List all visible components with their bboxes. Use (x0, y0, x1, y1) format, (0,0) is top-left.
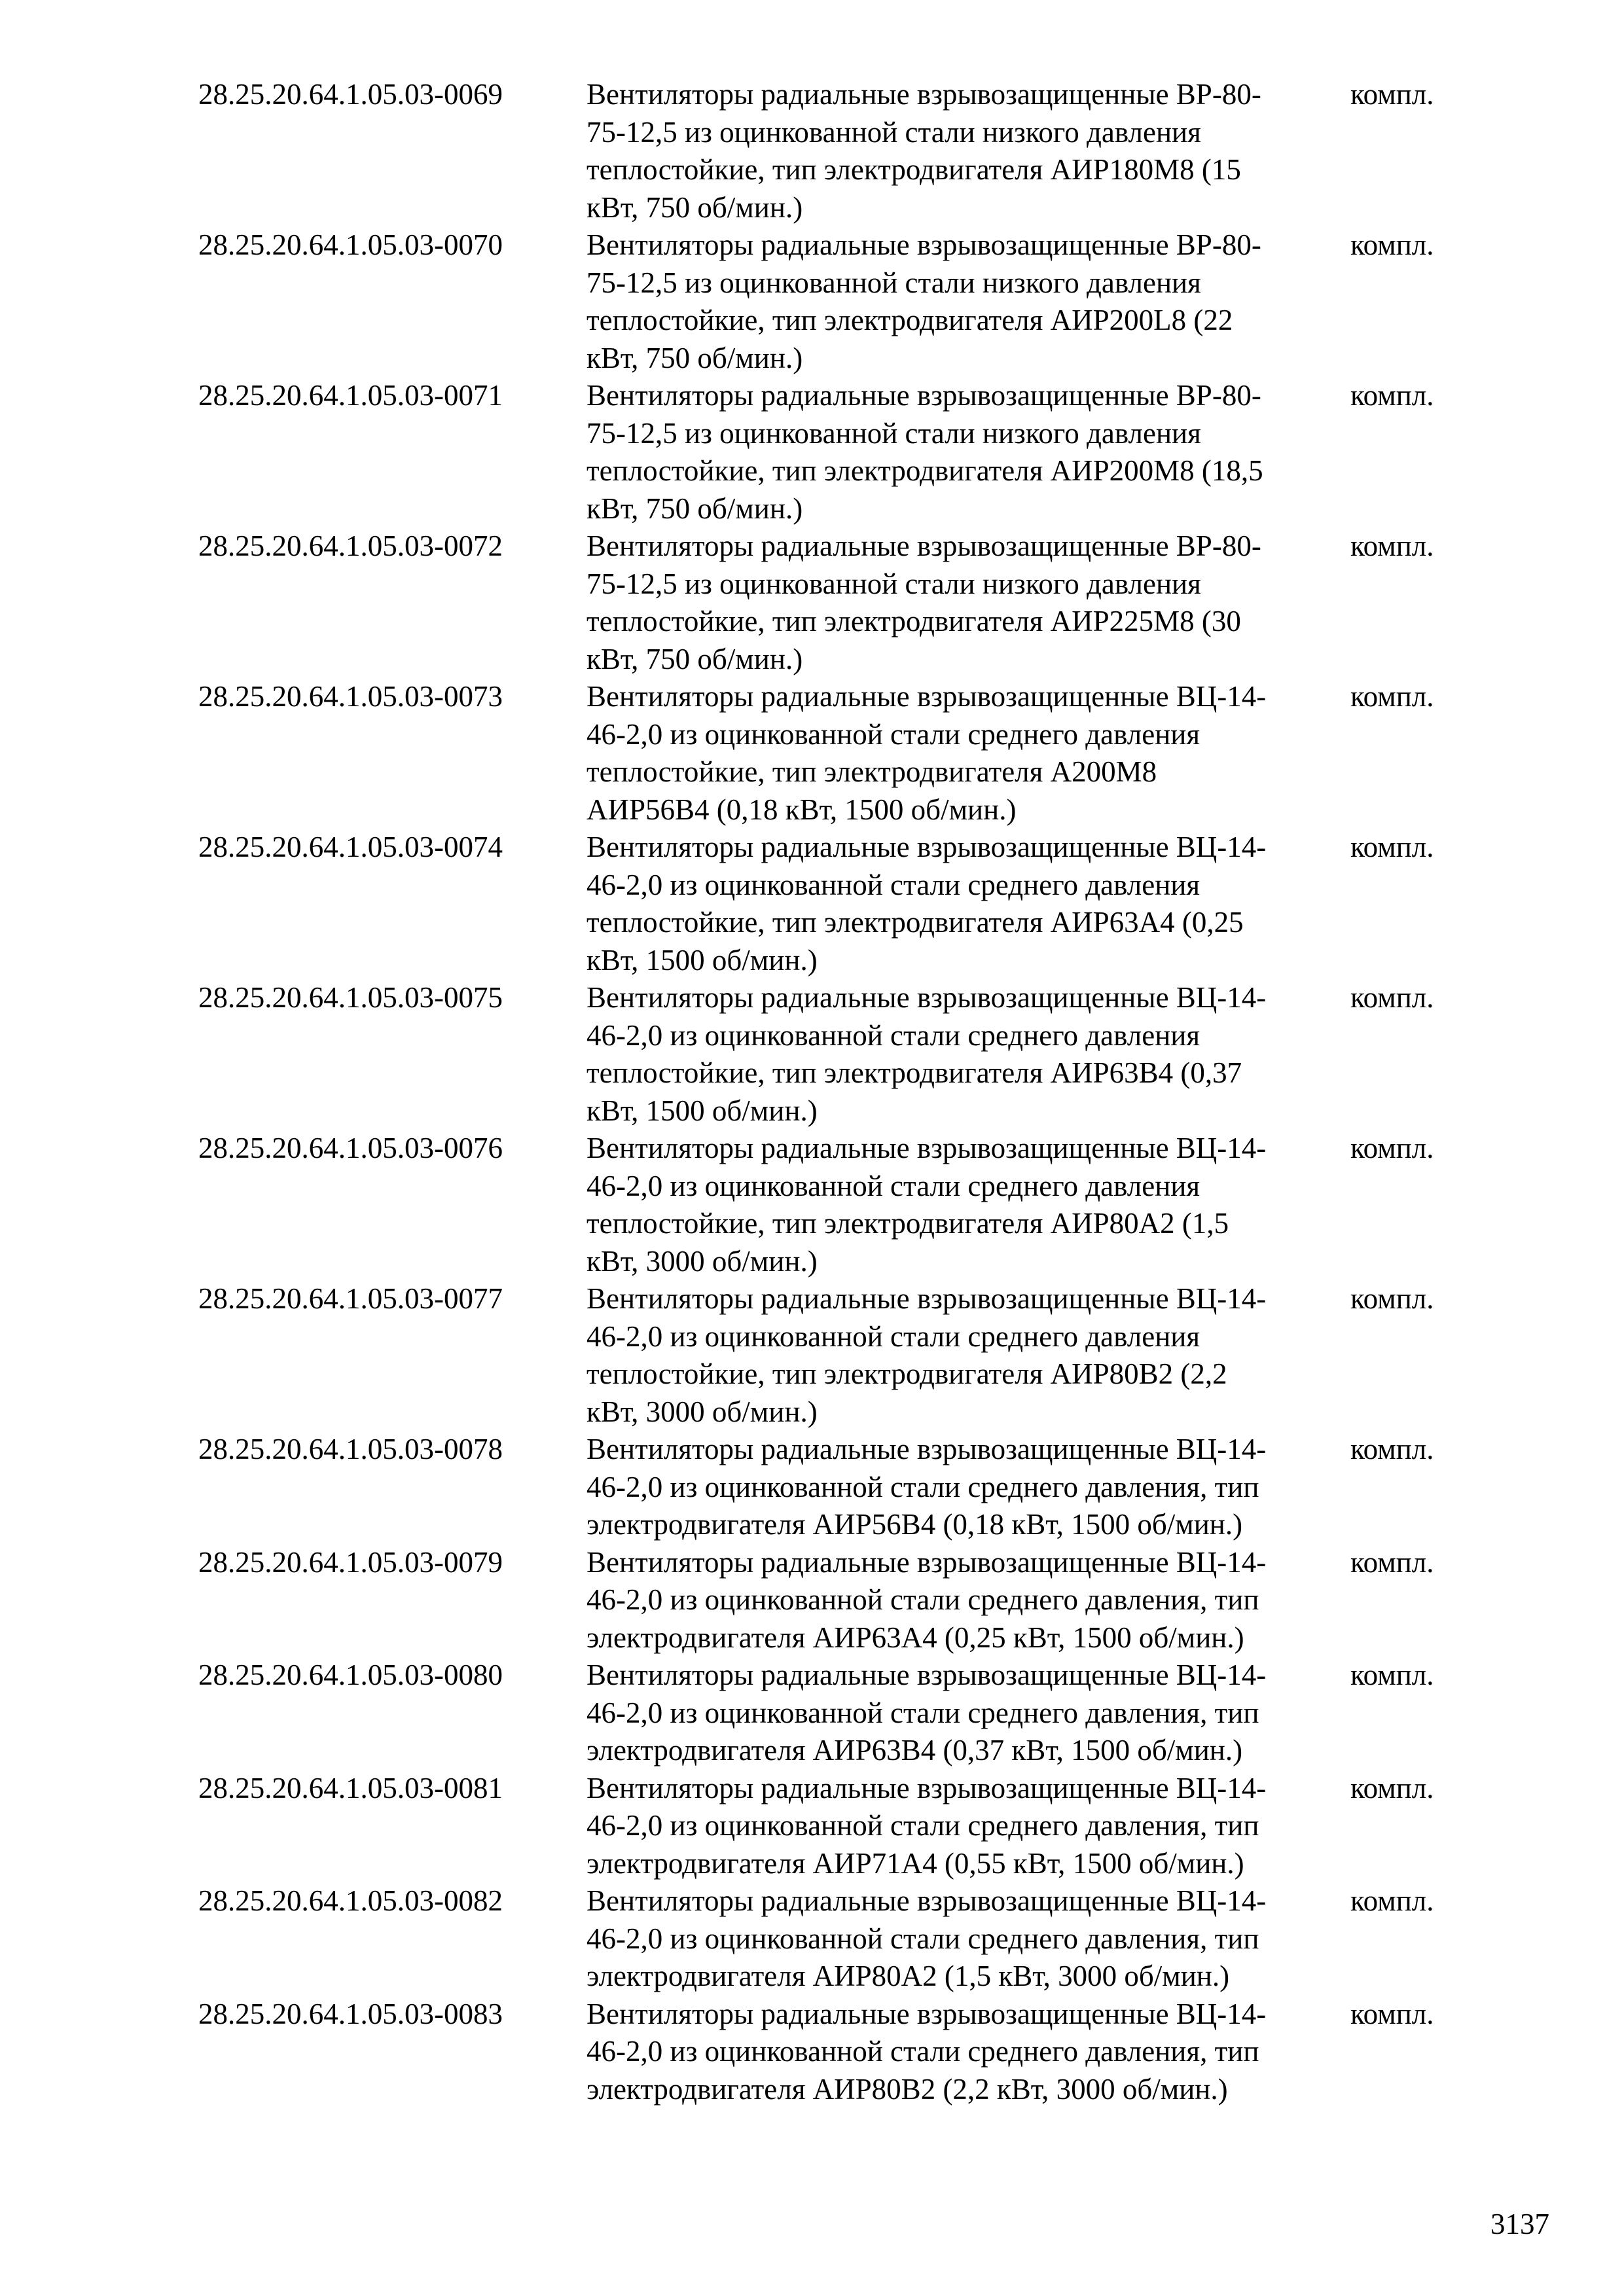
description-line: Вентиляторы радиальные взрывозащищенные ВЦ-14- (586, 1132, 1267, 1164)
unit-of-measure: компл. (1350, 1884, 1434, 1917)
table-row (198, 678, 1494, 829)
description-line: кВт, 3000 об/мин.) (586, 1395, 818, 1428)
resource-description (586, 377, 1339, 528)
unit-of-measure: компл. (1350, 1132, 1434, 1164)
description-line: Вентиляторы радиальные взрывозащищенные ВЦ-14- (586, 680, 1267, 713)
description-line: электродвигателя АИР71А4 (0,55 кВт, 1500 об/мин.) (586, 1846, 1244, 1880)
unit-of-measure: компл. (1350, 228, 1434, 261)
description-line: электродвигателя АИР80А2 (1,5 кВт, 3000 об/мин.) (586, 1960, 1230, 1992)
description-line: 46-2,0 из оцинкованной стали среднего давления (586, 1018, 1200, 1052)
unit-of-measure: компл. (1350, 529, 1434, 562)
description-line: 75-12,5 из оцинкованной стали низкого давления (586, 567, 1201, 600)
resource-code: 28.25.20.64.1.05.03-0073 (198, 680, 503, 713)
resource-code: 28.25.20.64.1.05.03-0081 (198, 1771, 503, 1804)
resource-code: 28.25.20.64.1.05.03-0078 (198, 1433, 503, 1465)
description-line: теплостойкие, тип электродвигателя АИР200М8 (18,5 (586, 454, 1263, 487)
description-line: кВт, 3000 об/мин.) (586, 1244, 818, 1278)
unit-of-measure: компл. (1350, 680, 1434, 713)
resource-code: 28.25.20.64.1.05.03-0077 (198, 1282, 503, 1315)
unit-of-measure: компл. (1350, 1545, 1434, 1579)
unit-of-measure: компл. (1350, 981, 1434, 1014)
unit-of-measure: компл. (1350, 379, 1434, 412)
description-line: АИР56В4 (0,18 кВт, 1500 об/мин.) (586, 793, 1017, 826)
description-line: теплостойкие, тип электродвигателя АИР80А2 (1,5 (586, 1207, 1229, 1240)
resource-code: 28.25.20.64.1.05.03-0082 (198, 1884, 503, 1917)
unit-of-measure: компл. (1350, 1282, 1434, 1315)
resource-description (586, 226, 1339, 377)
resource-description (586, 1280, 1339, 1431)
description-line: 46-2,0 из оцинкованной стали среднего давления (586, 1169, 1200, 1202)
description-line: Вентиляторы радиальные взрывозащищенные ВР-80- (586, 228, 1261, 261)
description-line: кВт, 750 об/мин.) (586, 190, 803, 224)
description-line: 46-2,0 из оцинкованной стали среднего давления, тип (586, 1809, 1259, 1842)
resource-code: 28.25.20.64.1.05.03-0070 (198, 228, 503, 261)
resource-description (586, 1882, 1339, 1996)
description-line: Вентиляторы радиальные взрывозащищенные ВР-80- (586, 78, 1261, 111)
resource-code: 28.25.20.64.1.05.03-0076 (198, 1132, 503, 1164)
resource-description (586, 829, 1339, 979)
table-row (198, 1280, 1494, 1431)
resource-description (586, 528, 1339, 678)
resource-code: 28.25.20.64.1.05.03-0083 (198, 1997, 503, 2030)
unit-of-measure: компл. (1350, 1433, 1434, 1465)
description-line: 75-12,5 из оцинкованной стали низкого давления (586, 416, 1201, 450)
resource-code: 28.25.20.64.1.05.03-0074 (198, 831, 503, 863)
table-row (198, 1130, 1494, 1280)
description-line: 46-2,0 из оцинкованной стали среднего давления, тип (586, 2035, 1259, 2068)
table-row (198, 1770, 1494, 1883)
description-line: 75-12,5 из оцинкованной стали низкого давления (586, 266, 1201, 299)
description-line: Вентиляторы радиальные взрывозащищенные ВЦ-14- (586, 1771, 1267, 1804)
description-line: Вентиляторы радиальные взрывозащищенные ВЦ-14- (586, 1433, 1267, 1465)
page-number: 3137 (1490, 2208, 1549, 2240)
table-row (198, 1431, 1494, 1544)
table-row (198, 377, 1494, 528)
description-line: кВт, 750 об/мин.) (586, 642, 803, 675)
unit-of-measure: компл. (1350, 1659, 1434, 1691)
resource-code: 28.25.20.64.1.05.03-0072 (198, 529, 503, 562)
description-line: теплостойкие, тип электродвигателя А200М8 (586, 755, 1157, 788)
description-line: теплостойкие, тип электродвигателя АИР200L8 (22 (586, 304, 1233, 336)
description-line: кВт, 1500 об/мин.) (586, 943, 818, 977)
description-line: Вентиляторы радиальные взрывозащищенные ВЦ-14- (586, 1545, 1267, 1579)
resource-description (586, 1431, 1339, 1544)
description-line: Вентиляторы радиальные взрывозащищенные ВР-80- (586, 529, 1261, 562)
description-line: Вентиляторы радиальные взрывозащищенные ВЦ-14- (586, 831, 1267, 863)
description-line: Вентиляторы радиальные взрывозащищенные ВЦ-14- (586, 1997, 1267, 2030)
resource-description (586, 1130, 1339, 1280)
description-line: Вентиляторы радиальные взрывозащищенные ВЦ-14- (586, 981, 1267, 1014)
resource-description (586, 1770, 1339, 1883)
description-line: теплостойкие, тип электродвигателя АИР63А4 (0,25 (586, 906, 1244, 939)
description-line: 46-2,0 из оцинкованной стали среднего давления, тип (586, 1922, 1259, 1955)
resource-code: 28.25.20.64.1.05.03-0071 (198, 379, 503, 412)
resource-description (586, 76, 1339, 226)
description-line: 46-2,0 из оцинкованной стали среднего давления (586, 1319, 1200, 1353)
resource-description (586, 979, 1339, 1130)
table-row (198, 528, 1494, 678)
unit-of-measure: компл. (1350, 1997, 1434, 2030)
description-line: электродвигателя АИР63А4 (0,25 кВт, 1500 об/мин.) (586, 1621, 1244, 1654)
resource-description (586, 1657, 1339, 1770)
table-row (198, 829, 1494, 979)
table-row (198, 1544, 1494, 1657)
resource-code: 28.25.20.64.1.05.03-0080 (198, 1659, 503, 1691)
table-row (198, 1996, 1494, 2109)
description-line: Вентиляторы радиальные взрывозащищенные ВЦ-14- (586, 1884, 1267, 1917)
description-line: электродвигателя АИР56В4 (0,18 кВт, 1500 об/мин.) (586, 1508, 1243, 1541)
description-line: 46-2,0 из оцинкованной стали среднего давления, тип (586, 1583, 1259, 1616)
unit-of-measure: компл. (1350, 78, 1434, 111)
table-row (198, 76, 1494, 226)
table-row (198, 1882, 1494, 1996)
table-row (198, 226, 1494, 377)
description-line: кВт, 750 об/мин.) (586, 492, 803, 525)
description-line: 75-12,5 из оцинкованной стали низкого давления (586, 115, 1201, 149)
resource-description (586, 1996, 1339, 2109)
description-line: теплостойкие, тип электродвигателя АИР180М8 (15 (586, 153, 1241, 186)
description-line: теплостойкие, тип электродвигателя АИР225М8 (30 (586, 605, 1241, 637)
description-line: кВт, 1500 об/мин.) (586, 1094, 818, 1127)
resource-code: 28.25.20.64.1.05.03-0069 (198, 78, 503, 111)
resource-code: 28.25.20.64.1.05.03-0079 (198, 1545, 503, 1579)
description-line: теплостойкие, тип электродвигателя АИР63В4 (0,37 (586, 1056, 1242, 1089)
description-line: теплостойкие, тип электродвигателя АИР80В2 (2,2 (586, 1357, 1227, 1390)
description-line: 46-2,0 из оцинкованной стали среднего давления (586, 717, 1200, 751)
table-row (198, 1657, 1494, 1770)
description-line: электродвигателя АИР63В4 (0,37 кВт, 1500 об/мин.) (586, 1734, 1243, 1767)
price-list-table (198, 76, 1494, 2108)
resource-description (586, 1544, 1339, 1657)
description-line: 46-2,0 из оцинкованной стали среднего давления (586, 868, 1200, 901)
unit-of-measure: компл. (1350, 1771, 1434, 1804)
description-line: Вентиляторы радиальные взрывозащищенные ВР-80- (586, 379, 1261, 412)
unit-of-measure: компл. (1350, 831, 1434, 863)
description-line: 46-2,0 из оцинкованной стали среднего давления, тип (586, 1470, 1259, 1503)
description-line: 46-2,0 из оцинкованной стали среднего давления, тип (586, 1696, 1259, 1729)
description-line: электродвигателя АИР80В2 (2,2 кВт, 3000 об/мин.) (586, 2072, 1228, 2106)
description-line: Вентиляторы радиальные взрывозащищенные ВЦ-14- (586, 1282, 1267, 1315)
resource-code: 28.25.20.64.1.05.03-0075 (198, 981, 503, 1014)
table-row (198, 979, 1494, 1130)
description-line: кВт, 750 об/мин.) (586, 341, 803, 374)
description-line: Вентиляторы радиальные взрывозащищенные ВЦ-14- (586, 1659, 1267, 1691)
resource-description (586, 678, 1339, 829)
